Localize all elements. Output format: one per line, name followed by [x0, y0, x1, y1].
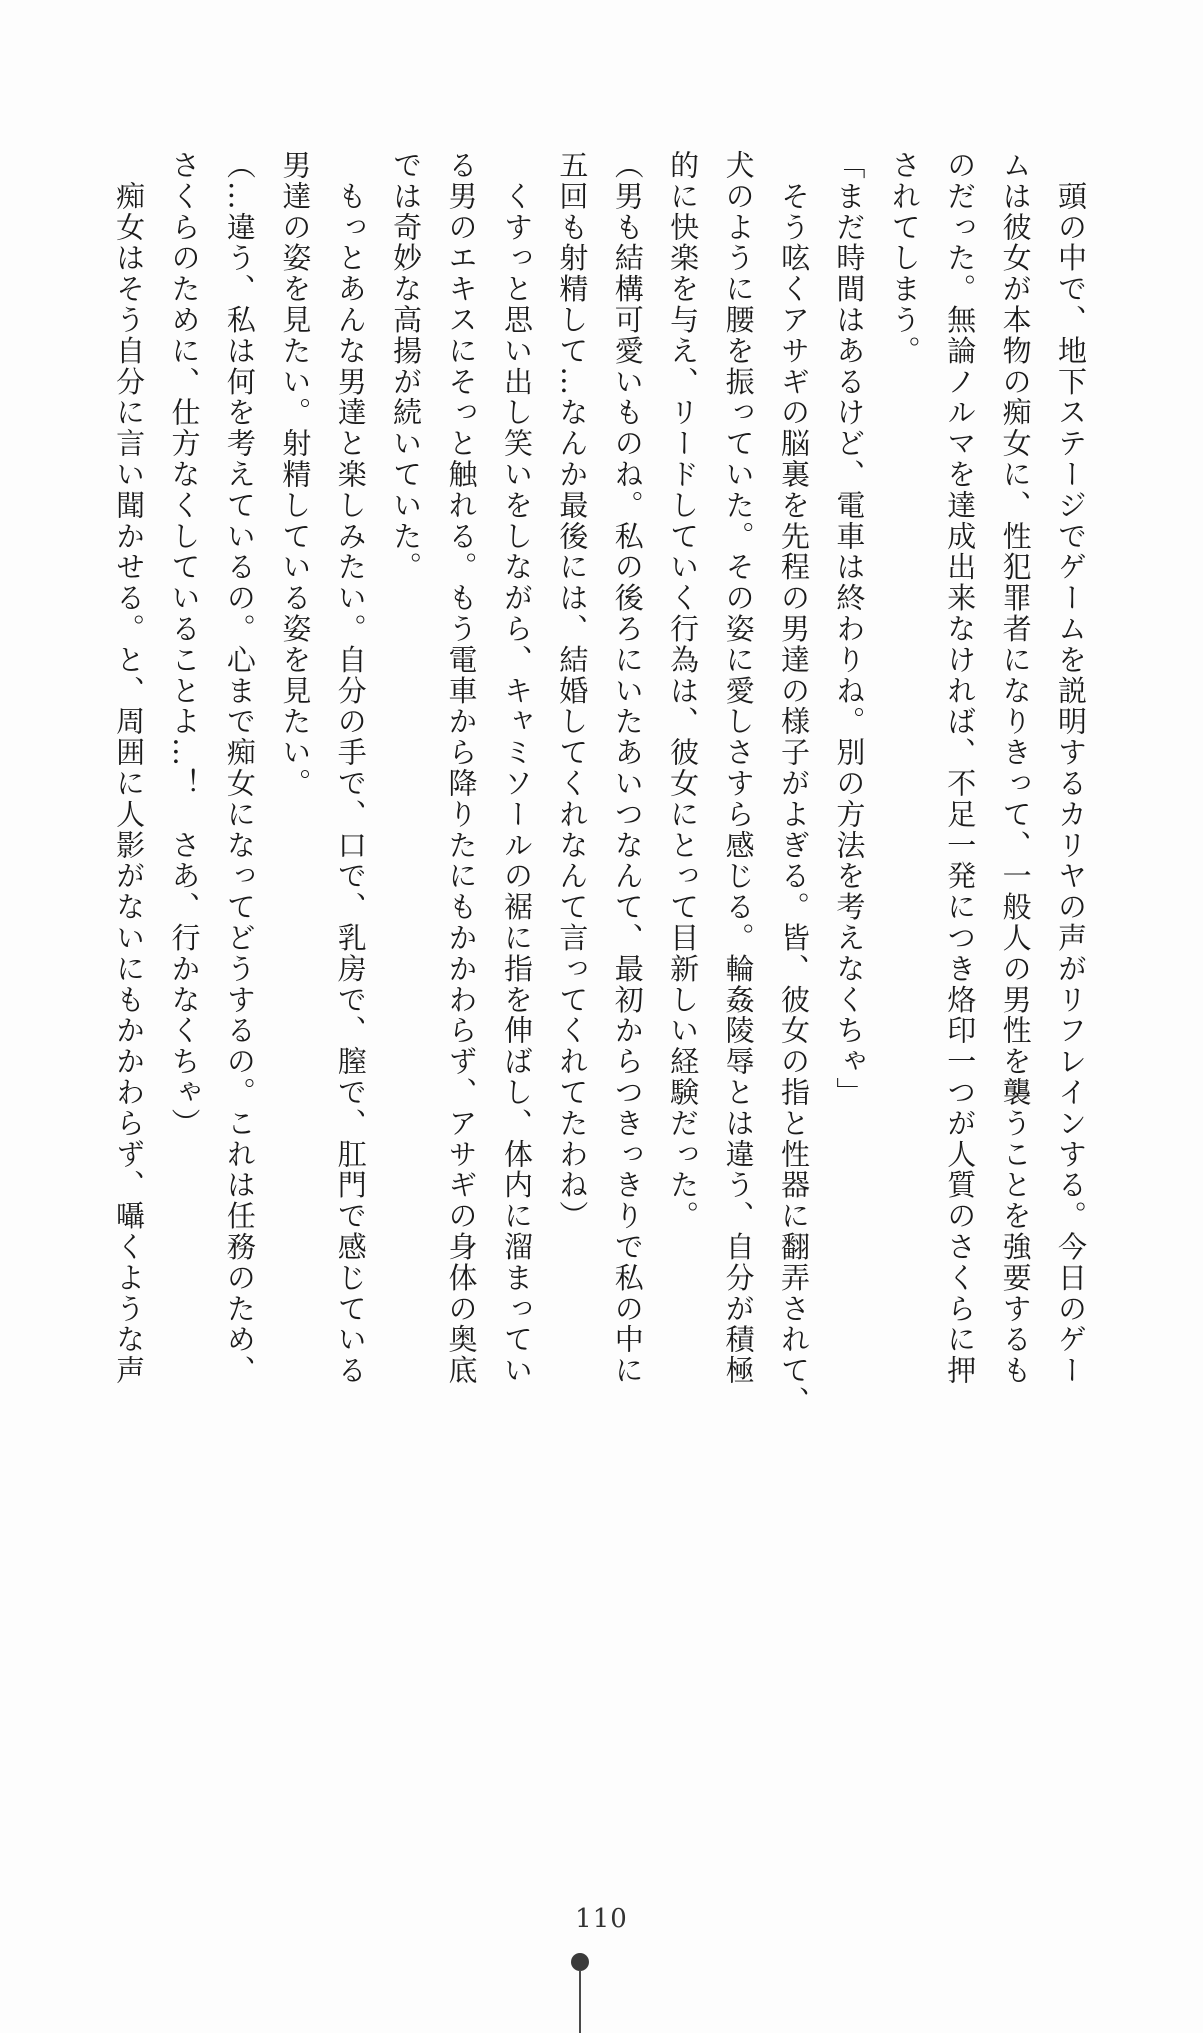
text-line: 的に快楽を与え、リードしていく行為は、彼女にとって目新しい経験だった。 — [666, 150, 701, 1232]
text-line: ムは彼女が本物の痴女に、性犯罪者になりきって、一般人の男性を襲うことを強要するも — [998, 150, 1033, 1386]
text-line: もっとあんな男達と楽しみたい。自分の手で、口で、乳房で、膣で、肛門で感じている — [333, 150, 368, 1386]
text-line: さくらのために、仕方なくしていることよ…！ さあ、行かなくちゃ） — [167, 150, 202, 1139]
text-line: されてしまう。 — [887, 150, 922, 367]
page-number: 110 — [575, 1904, 628, 1934]
text-line: そう呟くアサギの脳裏を先程の男達の様子がよぎる。皆、彼女の指と性器に翻弄されて、 — [776, 150, 811, 1417]
text-line: （…違う、私は何を考えているの。心まで痴女になってどうするの。これは任務のため、 — [222, 150, 257, 1386]
text-line: のだった。無論ノルマを達成出来なければ、不足一発につき烙印一つが人質のさくらに押 — [943, 150, 978, 1386]
text-line: では奇妙な高揚が続いていた。 — [389, 150, 424, 583]
text-line: 頭の中で、地下ステージでゲームを説明するカリヤの声がリフレインする。今日のゲー — [1054, 150, 1088, 1386]
text-line: （男も結構可愛いものね。私の後ろにいたあいつなんて、最初からつきっきりで私の中に — [610, 150, 645, 1386]
text-line: 痴女はそう自分に言い聞かせる。と、周囲に人影がないにもかかわらず、囁くような声 — [112, 150, 147, 1386]
text-line: 男達の姿を見たい。射精している姿を見たい。 — [278, 150, 313, 799]
body-text — [98, 150, 1098, 1680]
footer-dot-icon — [571, 1953, 589, 1971]
text-line: 「まだ時間はあるけど、電車は終わりね。別の方法を考えなくちゃ」 — [832, 150, 867, 1108]
text-line: 犬のように腰を振っていた。その姿に愛しさすら感じる。輪姦陵辱とは違う、自分が積極 — [721, 150, 756, 1386]
text-line: くすっと思い出し笑いをしながら、キャミソールの裾に指を伸ばし、体内に溜まってい — [499, 150, 534, 1386]
footer-divider — [579, 1970, 581, 2033]
text-line: 五回も射精して…なんか最後には、結婚してくれなんて言ってくれてたわね） — [555, 150, 590, 1232]
text-line: る男のエキスにそっと触れる。もう電車から降りたにもかかわらず、アサギの身体の奥底 — [444, 150, 479, 1386]
